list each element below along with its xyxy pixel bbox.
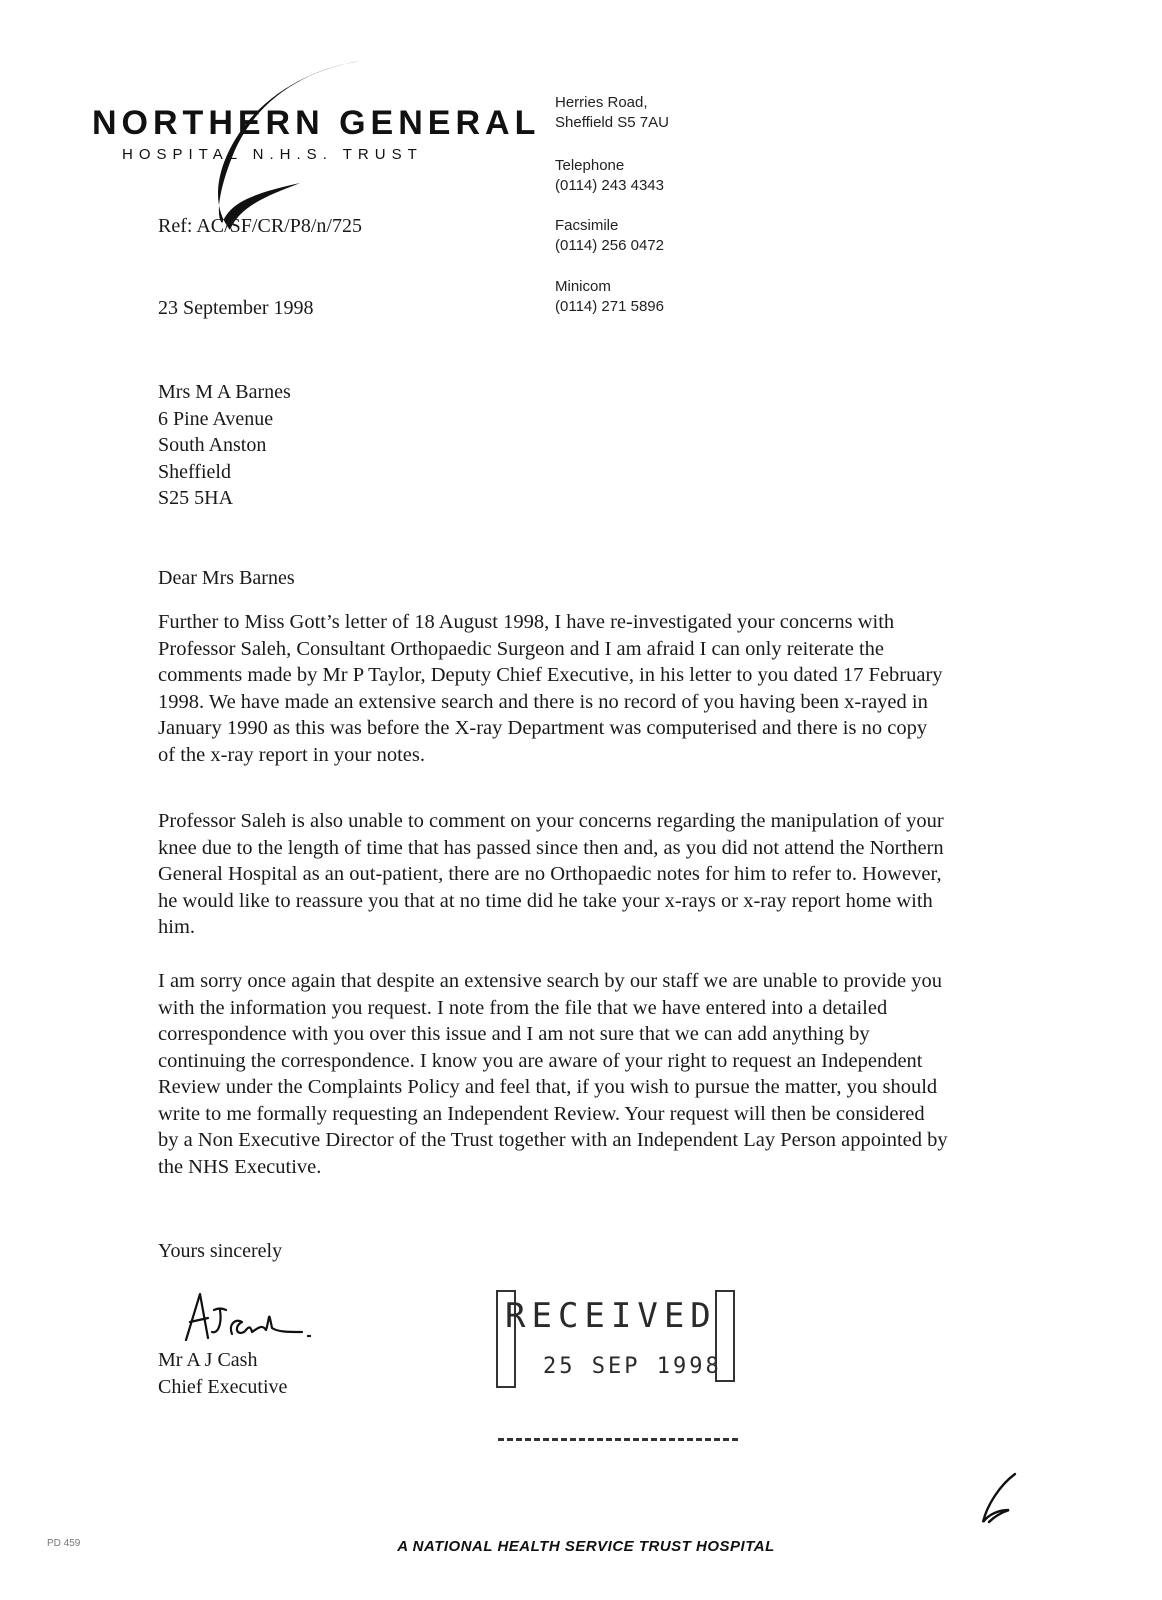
recipient-name: Mrs M A Barnes — [158, 381, 291, 403]
letter-date: 23 September 1998 — [158, 297, 314, 319]
letter-reference: Ref: AC/SF/CR/P8/n/725 — [158, 215, 362, 237]
body-paragraph: I am sorry once again that despite an extensive search by our staff we are unable to provide you with the information you request. I note from the file that we have entered into a detailed correspondence with you over this issue and I am not sure that we can add anything by continuing the correspondence. I know you are aware of your right to request an Independent Review under the Complaints Policy and feel that, if you wish to pursue the matter, you should write to me formally requesting an Independent Review. Your request will then be considered by a Non Executive Director of the Trust together with an Independent Lay Person appointed by the NHS Executive. — [158, 970, 948, 1178]
minicom-number: (0114) 271 5896 — [555, 298, 664, 315]
stamp-dashed-rule — [498, 1438, 738, 1441]
salutation: Dear Mrs Barnes — [158, 567, 295, 589]
signer-title: Chief Executive — [158, 1376, 288, 1398]
contact-address-line1: Herries Road, — [555, 94, 648, 111]
contact-telephone — [555, 156, 664, 196]
recipient-city: Sheffield — [158, 460, 231, 483]
body-paragraph: Further to Miss Gott’s letter of 18 August 1998, I have re-investigated your concerns with Professor Saleh, Consultant Orthopaedic Surgeon and I am afraid I can only reiterate the comments made by Mr P Taylor, Deputy Chief Executive, in his letter to you dated 17 February 1998. We have made an extensive search and there is no record of you having been x-rayed in January 1990 as this was before the X-ray Department was computerised and there is no copy of the x-ray report in your notes. — [158, 611, 943, 766]
form-code: PD 459 — [47, 1538, 81, 1549]
body-paragraph: Professor Saleh is also unable to comment on your concerns regarding the manipulation of your knee due to the length of time that has passed since then and, as you did not attend the Northern General Hospital as an out-patient, there are no Orthopaedic notes for him to refer to. However, he would like to reassure you that at no time did he take your x-rays or x-ray report home with him. — [158, 810, 944, 938]
recipient-street: 6 Pine Avenue — [158, 407, 274, 430]
recipient-area: South Anston — [158, 434, 267, 456]
hospital-subtitle: HOSPITAL N.H.S. TRUST — [122, 146, 423, 163]
hospital-name: NORTHERN GENERAL — [92, 104, 541, 142]
facsimile-number: (0114) 256 0472 — [555, 237, 664, 254]
contact-minicom — [555, 277, 664, 317]
handwritten-mark — [975, 1470, 1025, 1530]
telephone-label: Telephone — [555, 157, 625, 174]
recipient-address — [158, 379, 291, 512]
received-stamp-text: RECEIVED — [505, 1296, 717, 1336]
received-stamp-date: 25 SEP 1998 — [543, 1354, 722, 1379]
telephone-number: (0114) 243 4343 — [555, 177, 664, 194]
contact-address-line2: Sheffield S5 7AU — [555, 114, 669, 131]
recipient-postcode: S25 5HA — [158, 487, 234, 509]
contact-facsimile — [555, 216, 664, 256]
signer-name: Mr A J Cash — [158, 1349, 258, 1371]
minicom-label: Minicom — [555, 278, 611, 295]
facsimile-label: Facsimile — [555, 217, 619, 234]
contact-address — [555, 93, 669, 133]
handwritten-signature — [178, 1288, 328, 1348]
footer-tagline: A NATIONAL HEALTH SERVICE TRUST HOSPITAL — [397, 1538, 775, 1555]
closing: Yours sincerely — [158, 1240, 283, 1262]
